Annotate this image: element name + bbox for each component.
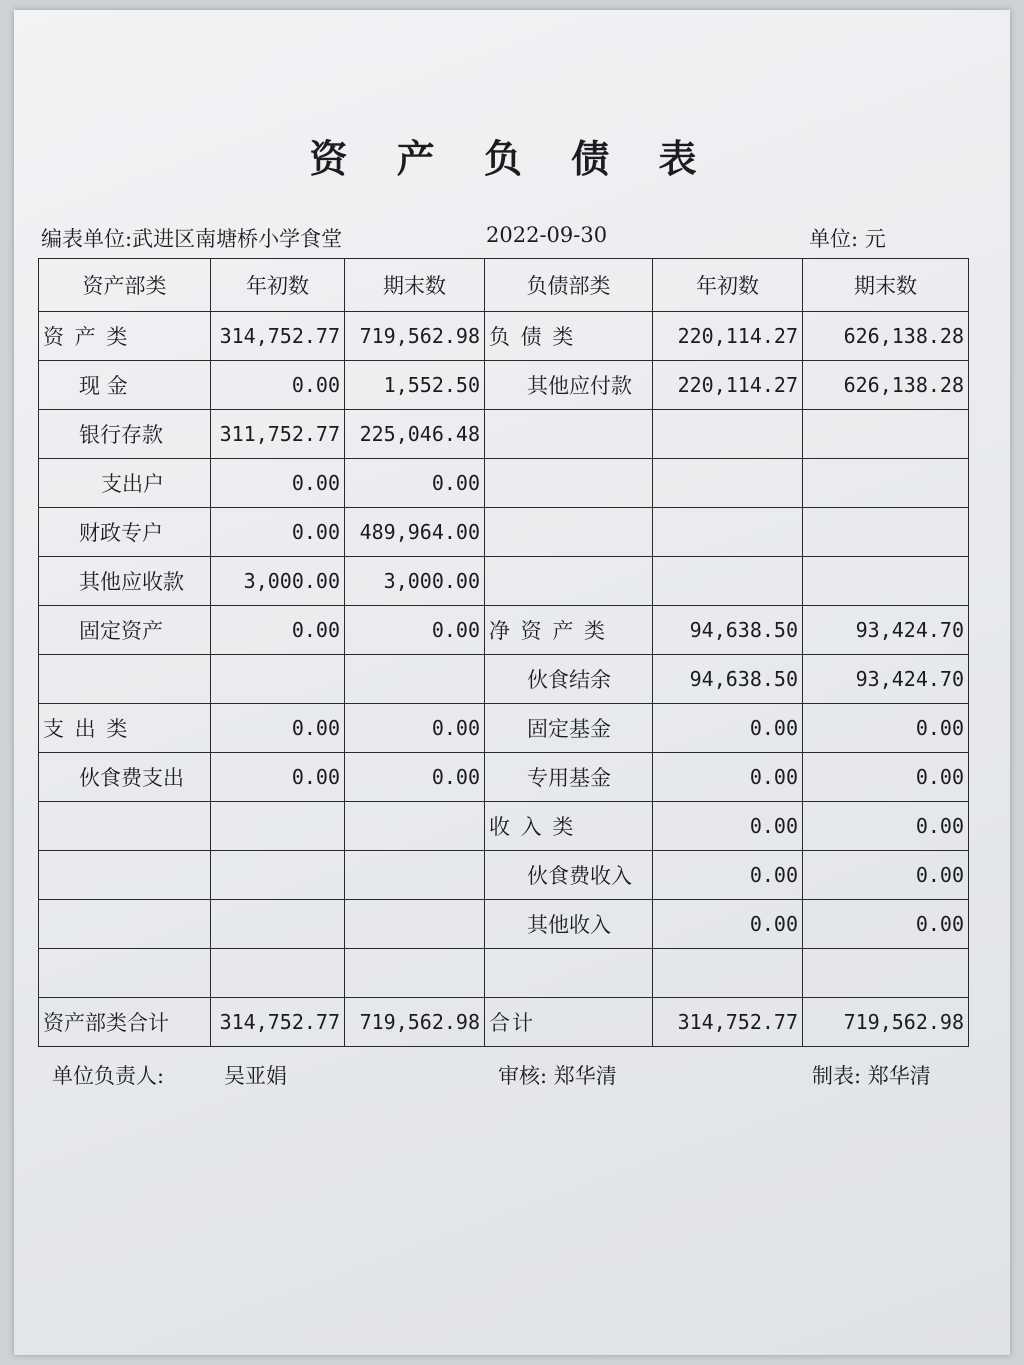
asset-begin: [211, 802, 345, 851]
liability-end: 626,138.28: [803, 312, 969, 361]
asset-begin: 311,752.77: [211, 410, 345, 459]
table-row: [39, 753, 969, 802]
liability-total-begin: 314,752.77: [653, 998, 803, 1047]
asset-begin: [211, 655, 345, 704]
table-row: [39, 949, 969, 998]
liability-begin: [653, 949, 803, 998]
liability-end: [803, 557, 969, 606]
responsible-name: 吴亚娟: [224, 1064, 287, 1088]
org-label: 编表单位:武进区南塘桥小学食堂: [41, 227, 343, 251]
asset-begin: 0.00: [211, 606, 345, 655]
liability-begin: 0.00: [653, 851, 803, 900]
asset-label: [39, 655, 211, 704]
reviewer: 审核: 郑华清: [498, 1064, 617, 1088]
asset-end: 489,964.00: [345, 508, 485, 557]
asset-begin: 0.00: [211, 361, 345, 410]
asset-label: 固定资产: [39, 606, 211, 655]
liability-label: 专用基金: [485, 753, 653, 802]
column-header: 资产部类: [39, 259, 211, 312]
asset-label: 银行存款: [39, 410, 211, 459]
liability-label: [485, 410, 653, 459]
liability-begin: [653, 410, 803, 459]
asset-begin: [211, 851, 345, 900]
asset-label: 支出户: [39, 459, 211, 508]
liability-begin: 0.00: [653, 753, 803, 802]
liability-end: 0.00: [803, 704, 969, 753]
asset-label: [39, 900, 211, 949]
liability-end: 93,424.70: [803, 655, 969, 704]
liability-label: 其他应付款: [485, 361, 653, 410]
liability-end: 93,424.70: [803, 606, 969, 655]
asset-end: 0.00: [345, 753, 485, 802]
liability-begin: [653, 508, 803, 557]
asset-label: 其他应收款: [39, 557, 211, 606]
asset-end: 719,562.98: [345, 312, 485, 361]
balance-sheet-table: [38, 258, 969, 1047]
liability-label: 伙食费收入: [485, 851, 653, 900]
liability-label: [485, 949, 653, 998]
liability-end: 626,138.28: [803, 361, 969, 410]
asset-label: 支 出 类: [39, 704, 211, 753]
asset-begin: [211, 949, 345, 998]
liability-end: 0.00: [803, 753, 969, 802]
liability-total-end: 719,562.98: [803, 998, 969, 1047]
liability-label: 收 入 类: [485, 802, 653, 851]
liability-end: [803, 459, 969, 508]
liability-label: 伙食结余: [485, 655, 653, 704]
currency-unit: 单位: 元: [809, 227, 886, 251]
paper-sheet: [14, 10, 1010, 1355]
table-row: [39, 606, 969, 655]
asset-end: 0.00: [345, 704, 485, 753]
asset-label: [39, 802, 211, 851]
liability-end: [803, 410, 969, 459]
column-header: 年初数: [653, 259, 803, 312]
asset-end: 0.00: [345, 459, 485, 508]
liability-label: 净 资 产 类: [485, 606, 653, 655]
liability-end: [803, 508, 969, 557]
table-row: [39, 410, 969, 459]
liability-begin: 220,114.27: [653, 312, 803, 361]
asset-end: [345, 802, 485, 851]
liability-begin: 94,638.50: [653, 655, 803, 704]
asset-end: [345, 655, 485, 704]
liability-begin: [653, 557, 803, 606]
liability-begin: 0.00: [653, 704, 803, 753]
liability-end: 0.00: [803, 851, 969, 900]
liability-begin: 94,638.50: [653, 606, 803, 655]
asset-label: [39, 949, 211, 998]
table-row: [39, 802, 969, 851]
asset-end: [345, 851, 485, 900]
asset-label: 伙食费支出: [39, 753, 211, 802]
asset-label: 资 产 类: [39, 312, 211, 361]
asset-end: 225,046.48: [345, 410, 485, 459]
asset-end: 0.00: [345, 606, 485, 655]
liability-label: [485, 508, 653, 557]
liability-label: [485, 557, 653, 606]
asset-label: 现 金: [39, 361, 211, 410]
liability-total-label: 合计: [485, 998, 653, 1047]
liability-end: [803, 949, 969, 998]
table-row: [39, 900, 969, 949]
asset-begin: 3,000.00: [211, 557, 345, 606]
liability-label: [485, 459, 653, 508]
asset-total-begin: 314,752.77: [211, 998, 345, 1047]
liability-begin: [653, 459, 803, 508]
table-header-row: [39, 259, 969, 312]
asset-end: 1,552.50: [345, 361, 485, 410]
liability-label: 负 债 类: [485, 312, 653, 361]
table-row: [39, 851, 969, 900]
asset-end: 3,000.00: [345, 557, 485, 606]
column-header: 期末数: [345, 259, 485, 312]
table-row: [39, 459, 969, 508]
table-total-row: [39, 998, 969, 1047]
liability-begin: 0.00: [653, 802, 803, 851]
column-header: 负债部类: [485, 259, 653, 312]
report-date: 2022-09-30: [486, 223, 608, 247]
table-row: [39, 704, 969, 753]
liability-end: 0.00: [803, 802, 969, 851]
page-title: 资 产 负 债 表: [309, 136, 715, 181]
asset-end: [345, 900, 485, 949]
asset-label: [39, 851, 211, 900]
column-header: 期末数: [803, 259, 969, 312]
table-row: [39, 361, 969, 410]
table-row: [39, 655, 969, 704]
table-row: [39, 557, 969, 606]
asset-begin: 0.00: [211, 704, 345, 753]
asset-label: 财政专户: [39, 508, 211, 557]
asset-end: [345, 949, 485, 998]
asset-begin: 0.00: [211, 459, 345, 508]
table-row: [39, 508, 969, 557]
asset-total-end: 719,562.98: [345, 998, 485, 1047]
asset-begin: [211, 900, 345, 949]
column-header: 年初数: [211, 259, 345, 312]
liability-begin: 220,114.27: [653, 361, 803, 410]
liability-end: 0.00: [803, 900, 969, 949]
asset-total-label: 资产部类合计: [39, 998, 211, 1047]
liability-label: 其他收入: [485, 900, 653, 949]
liability-begin: 0.00: [653, 900, 803, 949]
responsible-label: 单位负责人:: [52, 1064, 165, 1088]
asset-begin: 0.00: [211, 753, 345, 802]
liability-label: 固定基金: [485, 704, 653, 753]
preparer: 制表: 郑华清: [812, 1064, 931, 1088]
table-row: [39, 312, 969, 361]
asset-begin: 0.00: [211, 508, 345, 557]
asset-begin: 314,752.77: [211, 312, 345, 361]
